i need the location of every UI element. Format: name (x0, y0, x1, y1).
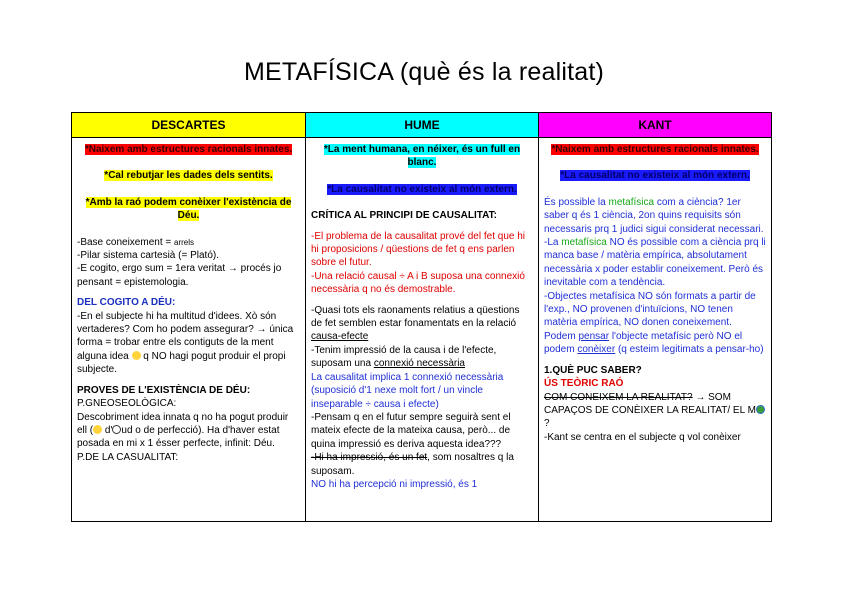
page-title: METAFÍSICA (què és la realitat) (243, 58, 605, 86)
text-line: P.DE LA CASUALITAT: (77, 451, 179, 463)
subheading-theoretical-reason: ÚS TEÒRIC RAÓ (544, 378, 624, 390)
text-line: NO hi ha percepció ni impressió, és 1 (311, 478, 478, 490)
text-line: -Base coneixement = arrels (77, 236, 195, 248)
highlight-god: *Amb la raó podem conèixer l'existència de Déu. (85, 196, 292, 222)
text-paragraph: -Objectes metafísica NO són formats a partir de l'exp., NO provenen d'intuïcions, NO tenen matèria empírica, NO donen coneixement. Podem pensar l'objecte metafísic però NO el podem conèixer (q esteim legitimats a pensar-ho) (544, 290, 764, 356)
text-paragraph: COM CONEIXEM LA REALITAT? → SOM CAPAÇOS DE CONÈIXER LA REALITAT/ EL M? (544, 391, 766, 431)
text-paragraph: -En el subjecte hi ha multitud d'idees. Xò són vertaderes? Com ho podem assegurar? → única forma = trobar entre els contiguts de la ment alguna idea q NO hagi pogut produir el propi subjecte. (77, 310, 294, 376)
lightbulb-icon (132, 351, 141, 360)
text-paragraph: Descobriment idea innata q no ha pogut produir ell ( d' ud o de perfecció). Ha d'haver estat posada en mi x 1 ésser perfecte, infinit: Déu. (77, 411, 289, 450)
text-paragraph: -El problema de la causalitat prové del fet que hi hi proposicions / qüestions de fet q ens parlen sobre el futur. (311, 230, 526, 269)
highlight-innate: *Naixem amb estructures racionals innates. (551, 144, 759, 155)
text-line: -E cogito, ergo sum = 1era veritat → procés jo pensant = epistemologia. (77, 263, 282, 288)
highlight-senses: *Cal rebutjar les dades dels sentits. (104, 170, 273, 182)
comparison-table (71, 112, 772, 522)
subheading-cogito: DEL COGITO A DÉU: (77, 297, 176, 309)
text-paragraph: -La metafísica NO és possible com a ciència prq li manca base / matèria empírica, absolutament necessària x poder establir coneixement. Però és inevitable com a tendència. (544, 237, 766, 289)
header-descartes: DESCARTES (72, 113, 305, 138)
text-paragraph: -Quasi tots els raonaments relatius a qüestions de fet semblen estar fonamentats en la relació causa-efecte (311, 304, 520, 343)
header-hume: HUME (306, 113, 538, 138)
highlight-blank-slate: *La ment humana, en néixer, és un full en blanc. (323, 144, 521, 169)
text-paragraph: La causalitat implica 1 connexió necessària (suposició d'1 nexe molt fort / un vincle inseparable ÷ causa i efecte) (311, 371, 504, 410)
column-kant (539, 113, 771, 521)
text-line: P.GNEOSEOLÒGICA: (77, 398, 177, 410)
text-paragraph: -Pensam q en el futur sempre seguirà sent el mateix efecte de la mateixa causa, però... de quina impressió es deriva aquesta idea??? (311, 411, 511, 450)
text-paragraph: -Una relació causal ÷ A i B suposa una connexió necessària q no és demostrable. (311, 270, 525, 296)
subheading-critique: CRÍTICA AL PRINCIPI DE CAUSALITAT: (311, 210, 497, 222)
highlight-causality: *La causalitat no existeix al món extern. (327, 183, 517, 195)
text-line: -Pilar sistema cartesià (= Plató). (77, 250, 219, 262)
lightbulb-icon (93, 425, 102, 434)
header-kant: KANT (539, 113, 771, 138)
text-line: -Kant se centra en el subjecte q vol conèixer (544, 431, 741, 443)
column-hume (306, 113, 539, 521)
text-paragraph: És possible la metafísica com a ciència? 1er saber q és 1 ciència, 2on quins requisits són necessaris prq 1 judici sigui considerat necessari. (544, 196, 764, 235)
column-descartes (72, 113, 306, 521)
subheading-proofs: PROVES DE L'EXISTÈNCIA DE DÉU: (77, 384, 251, 396)
text-paragraph: -Hi ha impressió, és un fet, som nosaltres q la suposam. (311, 452, 514, 477)
highlight-innate: *Naixem amb estructures racionals innates. (84, 144, 293, 155)
globe-icon (756, 405, 765, 414)
highlight-causality: *La causalitat no existeix al món extern. (560, 170, 750, 182)
text-paragraph: -Tenim impressió de la causa i de l'efecte, suposam una connexió necessària (311, 344, 497, 370)
subheading-what-can-i-know: 1.QUÈ PUC SABER? (544, 364, 642, 376)
